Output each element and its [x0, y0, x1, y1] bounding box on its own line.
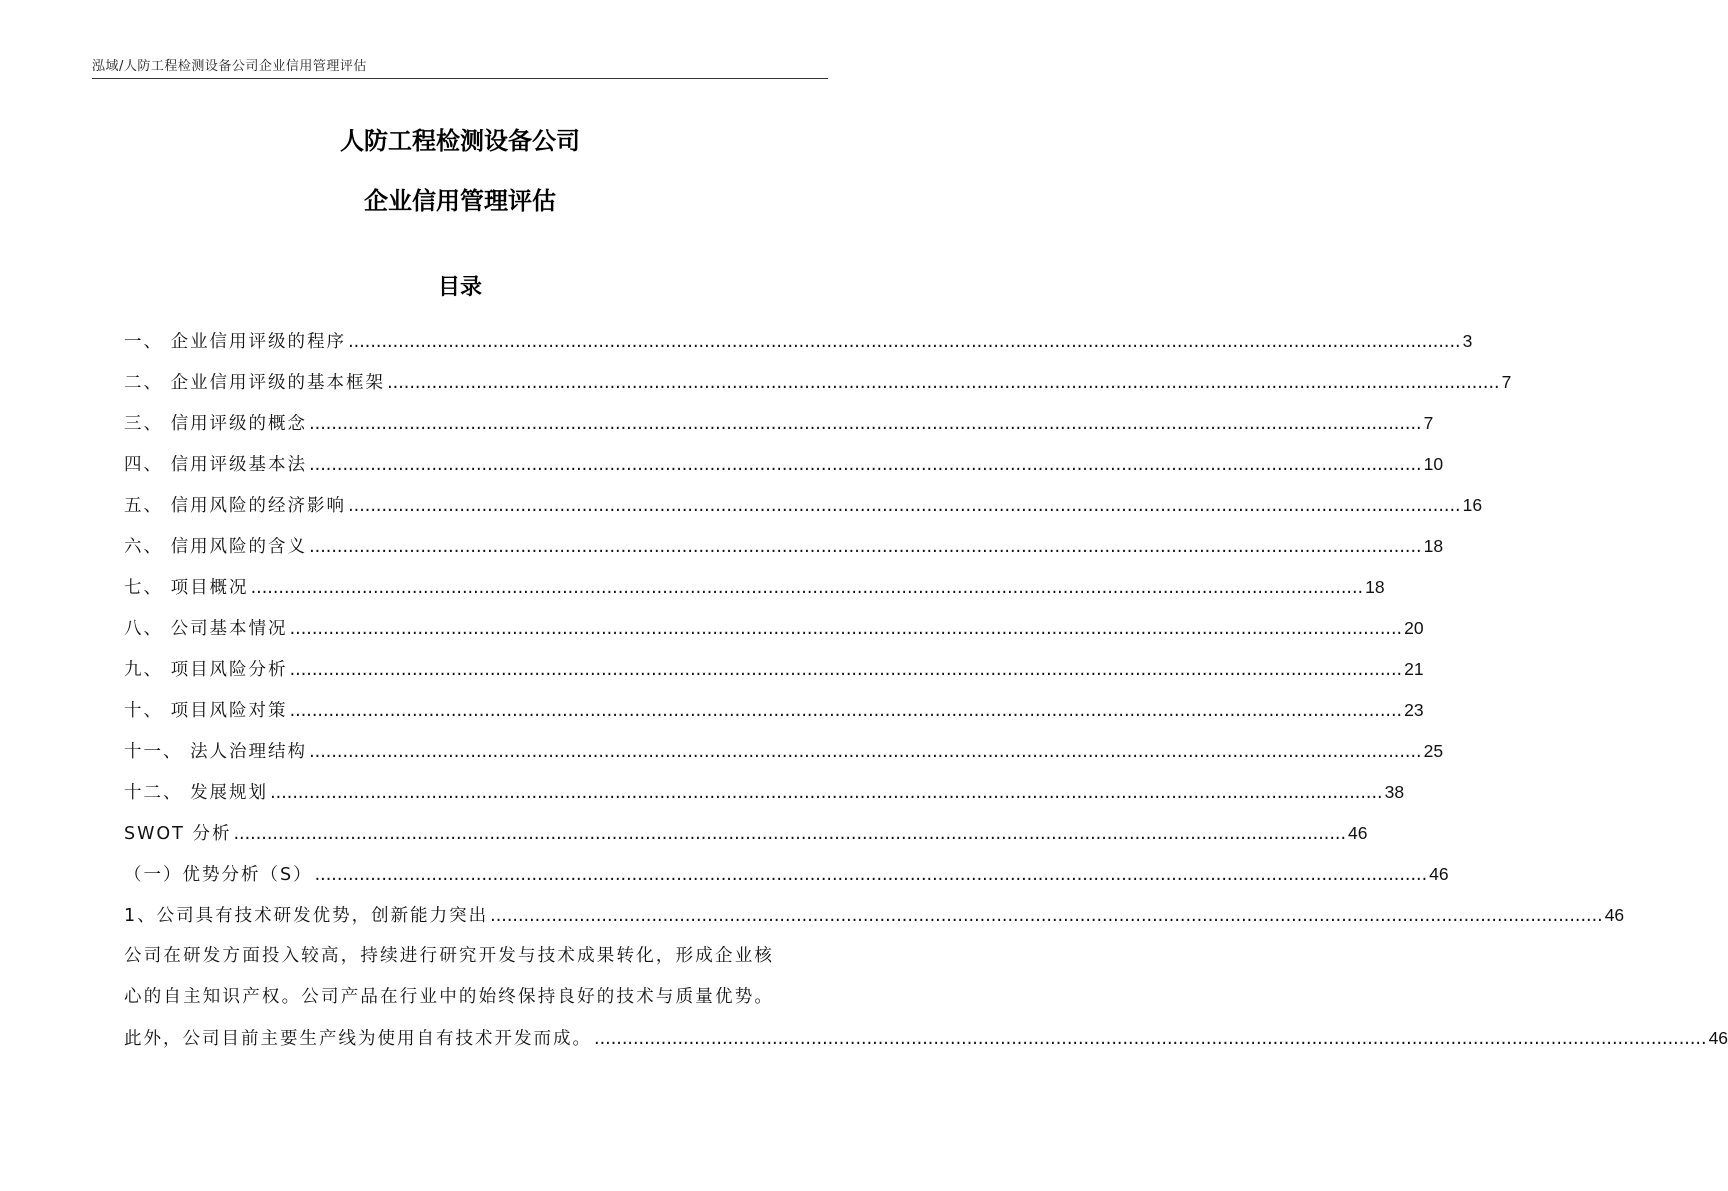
header-divider [92, 78, 828, 79]
toc-entry-page: 20 [1404, 618, 1424, 638]
toc-entry-label: 1、公司具有技术研发优势，创新能力突出 [124, 906, 489, 926]
toc-entry-page: 10 [1423, 454, 1444, 474]
toc-entry-page: 46 [1708, 1028, 1728, 1048]
toc-entry-page: 23 [1404, 700, 1424, 720]
running-header: 泓域/人防工程检测设备公司企业信用管理评估 [92, 59, 367, 74]
toc-leader-dots: ........................................................................................................................................................................................................ [348, 332, 1461, 352]
toc-heading: 目录 [437, 275, 482, 300]
toc-entry-page: 46 [1348, 823, 1368, 843]
toc-long-entry-line[interactable]: 心的自主知识产权。公司产品在行业中的始终保持良好的技术与质量优势。 [124, 987, 775, 1007]
toc-entry[interactable] [124, 608, 1424, 649]
toc-leader-dots: ........................................................................................................................................................................................................ [490, 906, 1603, 926]
toc-leader-dots: ........................................................................................................................................................................................................ [309, 414, 1422, 434]
toc-leader-dots: ........................................................................................................................................................................................................ [250, 578, 1364, 598]
document-subtitle: 企业信用管理评估 [364, 187, 556, 215]
toc-entry-page: 25 [1423, 741, 1444, 761]
toc-entry-page: 21 [1404, 659, 1424, 679]
table-of-contents [124, 321, 1625, 936]
toc-leader-dots: ........................................................................................................................................................................................................ [289, 701, 1403, 721]
toc-leader-dots: ........................................................................................................................................................................................................ [309, 537, 1422, 557]
toc-leader-dots: ........................................................................................................................................................................................................ [289, 660, 1403, 680]
toc-leader-dots: ........................................................................................................................................................................................................ [309, 455, 1422, 475]
toc-entry-page: 18 [1365, 577, 1385, 597]
toc-entry-label: SWOT 分析 [124, 824, 232, 844]
toc-leader-dots: ........................................................................................................................................................................................................ [594, 1029, 1707, 1049]
toc-entry-label: 六、 信用风险的含义 [124, 537, 308, 557]
toc-entry[interactable] [124, 772, 1405, 813]
toc-leader-dots: ........................................................................................................................................................................................................ [314, 865, 1428, 885]
toc-long-entry-line[interactable]: 公司在研发方面投入较高，持续进行研究开发与技术成果转化，形成企业核 [124, 946, 775, 966]
toc-leader-dots: ........................................................................................................................................................................................................ [348, 496, 1461, 516]
toc-leader-dots: ........................................................................................................................................................................................................ [387, 373, 1500, 393]
toc-entry[interactable] [124, 567, 1385, 608]
toc-entry-label: 十、 项目风险对策 [124, 701, 288, 721]
toc-entry[interactable] [124, 649, 1424, 690]
toc-leader-dots: ........................................................................................................................................................................................................ [289, 619, 1403, 639]
toc-entry-page: 3 [1462, 331, 1473, 351]
toc-long-entry-last-line[interactable] [124, 1018, 1728, 1059]
toc-entry-label: 三、 信用评级的概念 [124, 414, 308, 434]
toc-entry-label: 十一、 法人治理结构 [124, 742, 308, 762]
toc-entry[interactable] [124, 731, 1444, 772]
toc-entry-label: 九、 项目风险分析 [124, 660, 288, 680]
document-title: 人防工程检测设备公司 [340, 127, 580, 155]
toc-entry-page: 46 [1604, 905, 1625, 925]
toc-entry-page: 7 [1501, 372, 1512, 392]
toc-leader-dots: ........................................................................................................................................................................................................ [309, 742, 1422, 762]
toc-entry[interactable] [124, 403, 1434, 444]
toc-entry[interactable] [124, 526, 1444, 567]
toc-entry[interactable] [124, 690, 1424, 731]
toc-entry[interactable] [124, 444, 1444, 485]
toc-leader-dots: ........................................................................................................................................................................................................ [233, 824, 1347, 844]
toc-entry-label: 十二、 发展规划 [124, 783, 269, 803]
toc-entry-page: 38 [1384, 782, 1405, 802]
toc-entry[interactable] [124, 854, 1449, 895]
toc-entry-label: 四、 信用评级基本法 [124, 455, 308, 475]
toc-entry-label: 五、 信用风险的经济影响 [124, 496, 347, 516]
toc-entry-label: 七、 项目概况 [124, 578, 249, 598]
toc-entry-label: 八、 公司基本情况 [124, 619, 288, 639]
toc-entry-label: 此外，公司目前主要生产线为使用自有技术开发而成。 [124, 1029, 592, 1049]
toc-entry-label: 二、 企业信用评级的基本框架 [124, 373, 386, 393]
toc-entry-label: （一）优势分析（S） [124, 865, 313, 885]
toc-entry[interactable] [124, 321, 1473, 362]
toc-entry-page: 18 [1423, 536, 1444, 556]
toc-entry-label: 一、 企业信用评级的程序 [124, 332, 347, 352]
toc-entry-page: 46 [1429, 864, 1449, 884]
toc-entry[interactable] [124, 485, 1483, 526]
toc-entry[interactable] [124, 813, 1368, 854]
toc-entry[interactable] [124, 362, 1512, 403]
toc-leader-dots: ........................................................................................................................................................................................................ [270, 783, 1383, 803]
toc-entry-page: 16 [1462, 495, 1483, 515]
toc-entry-page: 7 [1423, 413, 1434, 433]
toc-entry[interactable] [124, 895, 1625, 936]
